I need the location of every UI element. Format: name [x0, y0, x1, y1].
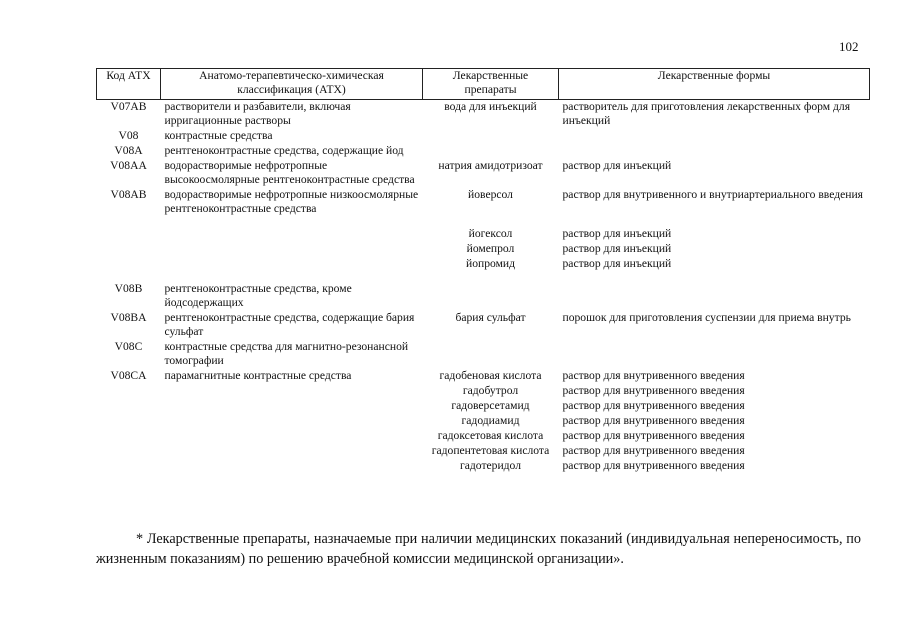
- form-cell: раствор для внутривенного введения: [562, 414, 745, 427]
- form-cell: [559, 340, 870, 369]
- classification-cell: рентгеноконтрастные средства, содержащие бария сульфат: [164, 311, 415, 338]
- table-row: [97, 100, 870, 130]
- form-cell: раствор для инъекций: [562, 257, 672, 270]
- table-row: [97, 257, 870, 272]
- form-cell: раствор для инъекций: [562, 242, 672, 255]
- table-row: [97, 217, 870, 242]
- classification-cell: [161, 242, 423, 257]
- code-cell: V08B: [114, 282, 143, 295]
- classification-cell: [161, 444, 423, 459]
- code-cell: V08: [118, 129, 139, 142]
- code-cell: V08A: [114, 144, 143, 157]
- table-row: [97, 459, 870, 474]
- footnote: [96, 529, 861, 569]
- table-body: [97, 100, 870, 475]
- code-cell: [97, 257, 161, 272]
- table-row: [97, 444, 870, 459]
- code-cell: [97, 414, 161, 429]
- drug-cell: йопромид: [465, 257, 516, 270]
- classification-cell: рентгеноконтрастные средства, содержащие йод: [164, 144, 404, 157]
- drug-cell: [423, 129, 559, 144]
- form-cell: раствор для внутривенного введения: [562, 384, 745, 397]
- code-cell: V08BA: [110, 311, 147, 324]
- form-cell: раствор для внутривенного введения: [562, 444, 745, 457]
- drug-cell: [423, 144, 559, 159]
- drug-cell: йоверсол: [468, 188, 513, 201]
- table-row: [97, 369, 870, 384]
- code-cell: V08AB: [110, 188, 147, 201]
- drug-cell: гадоверсетамид: [451, 399, 530, 412]
- form-cell: раствор для внутривенного введения: [562, 459, 745, 472]
- drug-cell: натрия амидотризоат: [438, 159, 543, 172]
- drug-cell: бария сульфат: [455, 311, 526, 324]
- classification-cell: [161, 384, 423, 399]
- drug-cell: гадоксетовая кислота: [437, 429, 544, 442]
- classification-cell: контрастные средства: [164, 129, 273, 142]
- classification-cell: контрастные средства для магнитно-резонансной томографии: [164, 340, 409, 367]
- code-cell: [97, 429, 161, 444]
- code-cell: [97, 384, 161, 399]
- table-row: [97, 340, 870, 369]
- drug-cell: [423, 340, 559, 369]
- form-cell: порошок для приготовления суспензии для приема внутрь: [562, 311, 851, 324]
- form-cell: [559, 129, 870, 144]
- code-cell: [97, 242, 161, 257]
- table-row: [97, 414, 870, 429]
- table-row: [97, 188, 870, 217]
- table-row: [97, 311, 870, 340]
- form-cell: раствор для внутривенного и внутриартериального введения: [562, 188, 863, 201]
- form-cell: [559, 272, 870, 311]
- drug-cell: йогексол: [468, 227, 513, 240]
- atx-table: [96, 68, 870, 474]
- drug-cell: [423, 272, 559, 311]
- table-header-row: [97, 69, 870, 100]
- drug-cell: гадобеновая кислота: [439, 369, 542, 382]
- drug-cell: гадобутрол: [462, 384, 519, 397]
- table-row: [97, 399, 870, 414]
- table-row: [97, 429, 870, 444]
- classification-cell: рентгеноконтрастные средства, кроме йодсодержащих: [164, 282, 352, 309]
- table-row: [97, 159, 870, 188]
- classification-cell: парамагнитные контрастные средства: [164, 369, 352, 382]
- footnote-text: * Лекарственные препараты, назначаемые при наличии медицинских показаний (индивидуальная непереносимость, по жизненным показаниям) по решению врачебной комиссии медицинской организации».: [96, 531, 861, 567]
- drug-cell: йомепрол: [466, 242, 515, 255]
- code-cell: V08AA: [110, 159, 147, 172]
- header-code: Код АТХ: [97, 69, 161, 100]
- form-cell: [559, 144, 870, 159]
- header-forms: Лекарственные формы: [559, 69, 870, 100]
- classification-cell: [161, 429, 423, 444]
- code-cell: V08C: [114, 340, 143, 353]
- code-cell: V07AB: [110, 100, 147, 113]
- form-cell: раствор для внутривенного введения: [562, 399, 745, 412]
- table-row: [97, 144, 870, 159]
- drug-cell: гадодиамид: [461, 414, 520, 427]
- classification-cell: [161, 257, 423, 272]
- drug-cell: вода для инъекций: [444, 100, 537, 113]
- table-row: [97, 384, 870, 399]
- form-cell: раствор для инъекций: [562, 227, 672, 240]
- header-classification: Анатомо-терапевтическо-химическая классификация (АТХ): [161, 69, 423, 100]
- classification-cell: водорастворимые нефротропные низкоосмолярные рентгеноконтрастные средства: [164, 188, 419, 215]
- drug-cell: гадотеридол: [460, 459, 521, 472]
- classification-cell: растворители и разбавители, включая ирригационные растворы: [164, 100, 351, 127]
- table-row: [97, 242, 870, 257]
- classification-cell: водорастворимые нефротропные высокоосмолярные рентгеноконтрастные средства: [164, 159, 415, 186]
- table-row: [97, 272, 870, 311]
- code-cell: [97, 459, 161, 474]
- classification-cell: [161, 414, 423, 429]
- drug-cell: гадопентетовая кислота: [431, 444, 550, 457]
- form-cell: раствор для внутривенного введения: [562, 429, 745, 442]
- page-number: 102: [839, 39, 859, 54]
- form-cell: растворитель для приготовления лекарственных форм для инъекций: [562, 100, 851, 127]
- classification-cell: [161, 399, 423, 414]
- classification-cell: [161, 217, 423, 242]
- code-cell: V08CA: [110, 369, 147, 382]
- code-cell: [97, 217, 161, 242]
- code-cell: [97, 444, 161, 459]
- classification-cell: [161, 459, 423, 474]
- header-drugs: Лекарственные препараты: [423, 69, 559, 100]
- form-cell: раствор для внутривенного введения: [562, 369, 745, 382]
- code-cell: [97, 399, 161, 414]
- table-row: [97, 129, 870, 144]
- form-cell: раствор для инъекций: [562, 159, 672, 172]
